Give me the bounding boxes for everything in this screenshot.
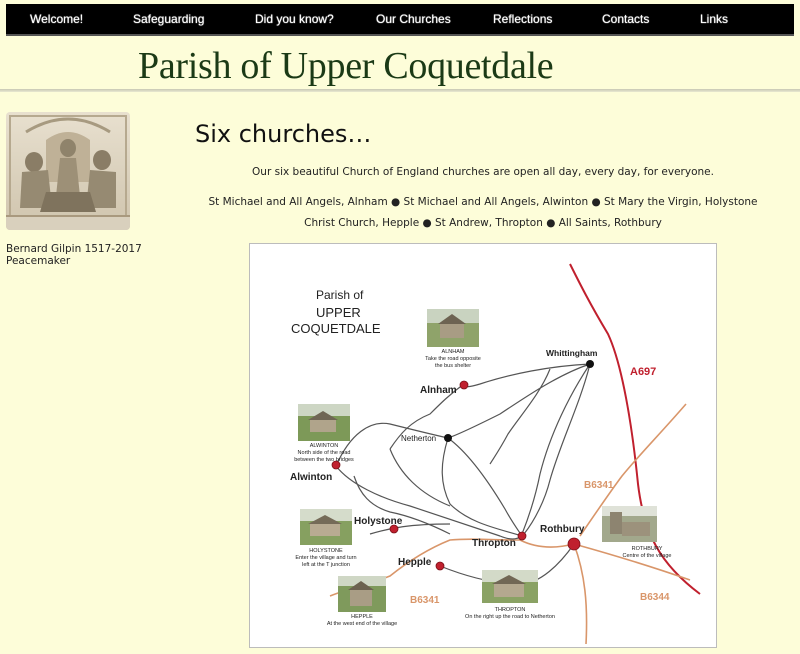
rothbury-church-marker	[568, 538, 580, 550]
map-title-small: Parish of	[316, 288, 364, 302]
map-title-upper: UPPER	[316, 305, 361, 320]
hepple-note-1: HEPPLE	[351, 614, 373, 620]
top-navigation-bar	[6, 4, 794, 36]
nav-welcome[interactable]: Welcome!	[30, 12, 84, 26]
hepple-label: Hepple	[398, 557, 432, 568]
thropton-note-1: THROPTON	[494, 607, 526, 613]
alnham-church-marker	[460, 381, 468, 389]
netherton-marker	[444, 434, 452, 442]
rothbury-note-1: ROTHBURY	[631, 546, 663, 552]
thropton-note-2: On the right up the road to Netherton	[465, 614, 555, 620]
nav-reflections[interactable]: Reflections	[493, 12, 553, 26]
church-list-line-2: Christ Church, Hepple ● St Andrew, Thropton ● All Saints, Rothbury	[304, 217, 662, 229]
b6341-label-east: B6341	[584, 480, 614, 491]
alwinton-note-2: North side of the road	[297, 450, 351, 456]
parish-map	[249, 243, 717, 648]
nav-our-churches[interactable]: Our Churches	[376, 12, 451, 26]
nav-did-you-know[interactable]: Did you know?	[255, 12, 334, 26]
alwinton-note-3: between the two bridges	[294, 457, 354, 463]
holystone-note-3: left at the T junction	[302, 562, 350, 568]
hepple-note-2: At the west end of the village	[326, 621, 398, 627]
alnham-label: Alnham	[420, 385, 457, 396]
alwinton-photo	[298, 404, 350, 441]
holystone-note-1: HOLYSTONE	[309, 548, 343, 554]
nav-contacts[interactable]: Contacts	[602, 12, 650, 26]
hepple-photo	[338, 576, 386, 612]
map-title-coquetdale: COQUETDALE	[291, 321, 381, 336]
title-divider	[0, 89, 800, 92]
whittingham-label: Whittingham	[546, 348, 598, 358]
whittingham-marker	[586, 360, 594, 368]
thropton-church-marker	[518, 532, 526, 540]
b6341-label-west: B6341	[410, 595, 440, 606]
rothbury-note-2: Centre of the village	[622, 553, 672, 559]
holystone-label: Holystone	[354, 516, 403, 527]
a697-label: A697	[630, 366, 657, 378]
rothbury-label: Rothbury	[540, 524, 585, 535]
alnham-photo	[427, 309, 479, 347]
alnham-note-2: Take the road opposite	[425, 356, 481, 362]
caption-title: Peacemaker	[6, 255, 71, 267]
nav-links[interactable]: Links	[700, 12, 729, 26]
hepple-church-marker	[436, 562, 444, 570]
thropton-photo	[482, 570, 538, 603]
minor-roads	[336, 364, 590, 584]
alnham-note-3: the bus shelter	[434, 363, 472, 369]
site-title: Parish of Upper Coquetdale	[138, 45, 554, 87]
alwinton-label: Alwinton	[290, 472, 333, 483]
image-caption	[6, 243, 156, 267]
alwinton-note-1: ALWINTON	[309, 443, 339, 449]
holystone-photo	[300, 509, 352, 545]
page-heading: Six churches…	[195, 120, 372, 148]
bernard-gilpin-carving-image	[6, 112, 130, 230]
intro-text: Our six beautiful Church of England churches are open all day, every day, for everyone.	[252, 166, 714, 178]
a697-road	[570, 264, 700, 594]
thropton-label: Thropton	[472, 538, 516, 549]
rothbury-photo	[602, 506, 657, 542]
b6344-label: B6344	[640, 592, 670, 603]
alnham-note-1: ALNHAM	[441, 349, 465, 355]
netherton-label: Netherton	[401, 434, 437, 443]
church-list-line-1: St Michael and All Angels, Alnham ● St Michael and All Angels, Alwinton ● St Mary the Virgin, Holystone	[208, 196, 758, 208]
nav-safeguarding[interactable]: Safeguarding	[133, 12, 205, 26]
caption-name: Bernard Gilpin 1517-2017	[6, 243, 142, 255]
holystone-note-2: Enter the village and turn	[295, 555, 357, 561]
